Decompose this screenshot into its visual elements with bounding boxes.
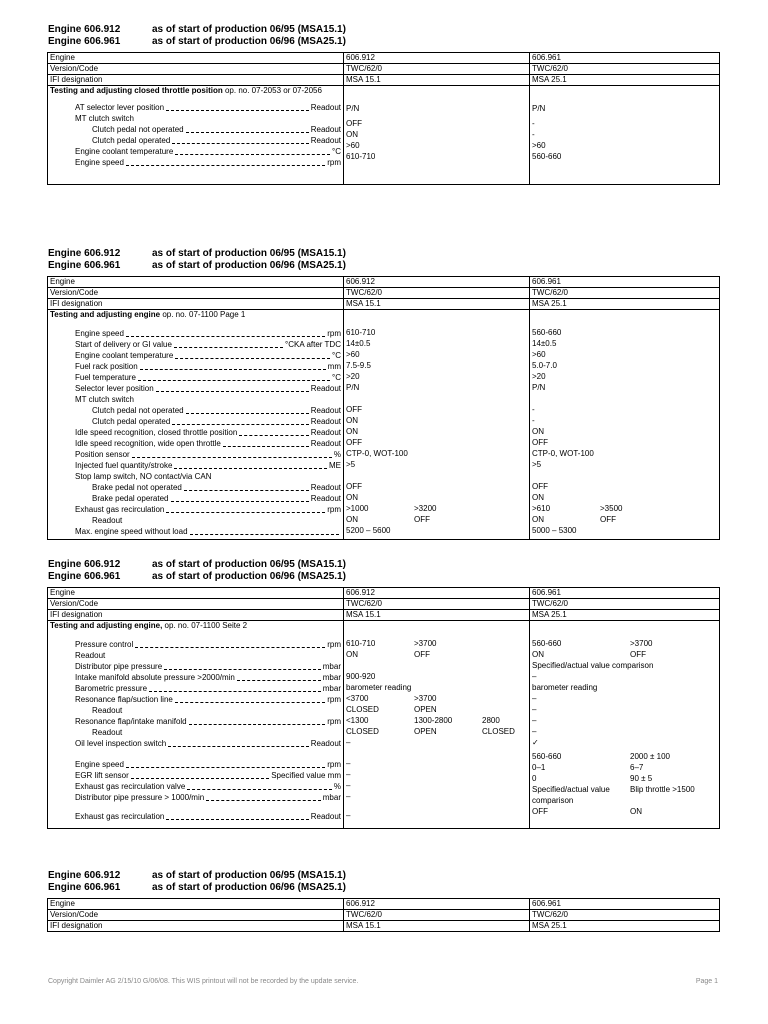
- param-row: Fuel rack position mm: [75, 362, 341, 371]
- production-note: as of start of production 06/96 (MSA25.1): [152, 36, 346, 47]
- param-row: Barometric pressure mbar: [75, 684, 341, 693]
- page-number: Page 1: [695, 978, 718, 985]
- param-row: Clutch pedal operated Readout: [92, 417, 341, 426]
- engine-id: Engine 606.961: [48, 882, 121, 893]
- value-606961: 606.961: [530, 899, 720, 910]
- production-note: as of start of production 06/95 (MSA15.1): [152, 870, 346, 881]
- value-606961: TWC/62/0: [530, 288, 720, 299]
- block2-header: [48, 248, 346, 272]
- value-606961: MSA 25.1: [530, 921, 720, 932]
- param-row: Readout: [75, 651, 106, 660]
- row-label: Engine: [48, 53, 344, 64]
- row-label: Engine: [48, 588, 344, 599]
- section-title: Testing and adjusting engine, op. no. 07-1100 Seite 2: [50, 621, 248, 630]
- value-606912: TWC/62/0: [344, 64, 530, 75]
- copyright-notice: Copyright Daimler AG 2/15/10 G/06/08. This WIS printout will not be recorded by the update service.: [48, 978, 359, 985]
- value-606912: MSA 15.1: [344, 75, 530, 86]
- param-row: Selector lever position Readout: [75, 384, 341, 393]
- section-values-606912: 610-710 >3700 ON OFF 900-920 barometer reading <3700 >3700 CLOSED OPEN <1300 1300-2800 2800 CLOSED OPEN CLOSED – – – – – –: [344, 621, 530, 829]
- block1-header: [48, 24, 346, 48]
- engine-id: Engine 606.961: [48, 571, 121, 582]
- param-row: Idle speed recognition, wide open throttle Readout: [75, 439, 341, 448]
- param-row: Engine speed rpm: [75, 329, 341, 338]
- param-row: Engine speed rpm: [75, 760, 341, 769]
- value-606912: 606.912: [344, 588, 530, 599]
- param-row: Engine coolant temperature °C: [75, 351, 341, 360]
- section-title: Testing and adjusting closed throttle position op. no. 07-2053 or 07-2056: [50, 86, 322, 95]
- param-row: Brake pedal operated Readout: [92, 494, 341, 503]
- param-row: Readout: [92, 516, 123, 525]
- section-params: [48, 310, 344, 540]
- param-row: Pressure control rpm: [75, 640, 341, 649]
- value-606961: MSA 25.1: [530, 610, 720, 621]
- engine-id: Engine 606.961: [48, 36, 121, 47]
- param-row: Intake manifold absolute pressure >2000/min mbar: [75, 673, 341, 682]
- value-606912: TWC/62/0: [344, 599, 530, 610]
- param-row: Start of delivery or GI value °CKA after TDC: [75, 340, 341, 349]
- param-row: Injected fuel quantity/stroke ME: [75, 461, 341, 470]
- engine-id: Engine 606.912: [48, 248, 121, 259]
- row-label: IFI designation: [48, 921, 344, 932]
- section-values-606961: 560-660 14±0.5 >60 5.0-7.0 >20 P/N - - ON OFF CTP-0, WOT-100 >5 OFF ON >610 >3500 ON OFF 5000 – 5300: [530, 310, 720, 540]
- value-606961: 606.961: [530, 53, 720, 64]
- value-606912: 606.912: [344, 899, 530, 910]
- param-row: Fuel temperature °C: [75, 373, 341, 382]
- production-note: as of start of production 06/96 (MSA25.1): [152, 882, 346, 893]
- param-row: Resonance flap/intake manifold rpm: [75, 717, 341, 726]
- section-values-606961: P/N - - >60 560-660: [530, 86, 720, 185]
- param-row: Readout: [92, 706, 123, 715]
- value-606961: MSA 25.1: [530, 75, 720, 86]
- block1-table: [47, 52, 720, 185]
- row-label: Engine: [48, 899, 344, 910]
- block3-header: [48, 559, 346, 583]
- param-row: Position sensor %: [75, 450, 341, 459]
- param-row: Engine coolant temperature °C: [75, 147, 341, 156]
- value-606912: TWC/62/0: [344, 288, 530, 299]
- param-row: Clutch pedal operated Readout: [92, 136, 341, 145]
- section-values-606912: 610-710 14±0.5 >60 7.5-9.5 >20 P/N OFF ON ON OFF CTP-0, WOT-100 >5 OFF ON >1000 >3200 ON OFF 5200 – 5600: [344, 310, 530, 540]
- param-row: AT selector lever position Readout: [75, 103, 341, 112]
- value-606912: TWC/62/0: [344, 910, 530, 921]
- row-label: Version/Code: [48, 64, 344, 75]
- param-row: Exhaust gas recirculation valve %: [75, 782, 341, 791]
- section-params: [48, 86, 344, 185]
- param-row: Exhaust gas recirculation Readout: [75, 812, 341, 821]
- section-values-606912: P/N OFF ON >60 610-710: [344, 86, 530, 185]
- section-values-606961: 560-660 >3700 ON OFF Specified/actual value comparison – barometer reading – – – – ✓ 560-660 2000 ± 100 0–1 6–7 0 90 ± 5 Specified/actual value Blip throttle >1500 comparison OFF ON: [530, 621, 720, 829]
- param-row: Exhaust gas recirculation rpm: [75, 505, 341, 514]
- row-label: Version/Code: [48, 599, 344, 610]
- row-label: IFI designation: [48, 75, 344, 86]
- section-title: Testing and adjusting engine op. no. 07-1100 Page 1: [50, 310, 246, 319]
- row-label: IFI designation: [48, 610, 344, 621]
- param-row: Readout: [92, 728, 123, 737]
- engine-id: Engine 606.912: [48, 870, 121, 881]
- value-606912: MSA 15.1: [344, 610, 530, 621]
- param-row: Clutch pedal not operated Readout: [92, 406, 341, 415]
- param-row: Engine speed rpm: [75, 158, 341, 167]
- param-row: Resonance flap/suction line rpm: [75, 695, 341, 704]
- value-606961: 606.961: [530, 277, 720, 288]
- block4-header: [48, 870, 346, 894]
- block3-table: [47, 587, 720, 829]
- row-label: Engine: [48, 277, 344, 288]
- param-row: MT clutch switch: [75, 114, 134, 123]
- param-row: Stop lamp switch, NO contact/via CAN: [75, 472, 212, 481]
- production-note: as of start of production 06/96 (MSA25.1): [152, 260, 346, 271]
- check-mark-icon: ✓: [532, 738, 539, 747]
- engine-id: Engine 606.961: [48, 260, 121, 271]
- production-note: as of start of production 06/95 (MSA15.1): [152, 559, 346, 570]
- value-606912: MSA 15.1: [344, 921, 530, 932]
- value-606961: TWC/62/0: [530, 910, 720, 921]
- value-606912: MSA 15.1: [344, 299, 530, 310]
- param-row: Max. engine speed without load: [50, 526, 341, 537]
- value-606961: TWC/62/0: [530, 64, 720, 75]
- production-note: as of start of production 06/96 (MSA25.1): [152, 571, 346, 582]
- param-row: Oil level inspection switch Readout: [75, 739, 341, 748]
- production-note: as of start of production 06/95 (MSA15.1): [152, 24, 346, 35]
- block2-table: [47, 276, 720, 540]
- row-label: IFI designation: [48, 299, 344, 310]
- param-row: Distributor pipe pressure mbar: [75, 662, 341, 671]
- page-footer: [48, 978, 718, 985]
- value-606961: MSA 25.1: [530, 299, 720, 310]
- engine-id: Engine 606.912: [48, 559, 121, 570]
- production-note: as of start of production 06/95 (MSA15.1): [152, 248, 346, 259]
- param-row: Brake pedal not operated Readout: [92, 483, 341, 492]
- param-row: EGR lift sensor Specified value mm: [75, 771, 341, 780]
- block4-table: [47, 898, 720, 932]
- value-606912: 606.912: [344, 277, 530, 288]
- param-row: Idle speed recognition, closed throttle position Readout: [75, 428, 341, 437]
- value-606961: TWC/62/0: [530, 599, 720, 610]
- section-params: [48, 621, 344, 829]
- param-row: Clutch pedal not operated Readout: [92, 125, 341, 134]
- value-606912: 606.912: [344, 53, 530, 64]
- engine-id: Engine 606.912: [48, 24, 121, 35]
- value-606961: 606.961: [530, 588, 720, 599]
- param-row: Distributor pipe pressure > 1000/min mbar: [75, 793, 341, 802]
- param-row: MT clutch switch: [75, 395, 134, 404]
- row-label: Version/Code: [48, 910, 344, 921]
- row-label: Version/Code: [48, 288, 344, 299]
